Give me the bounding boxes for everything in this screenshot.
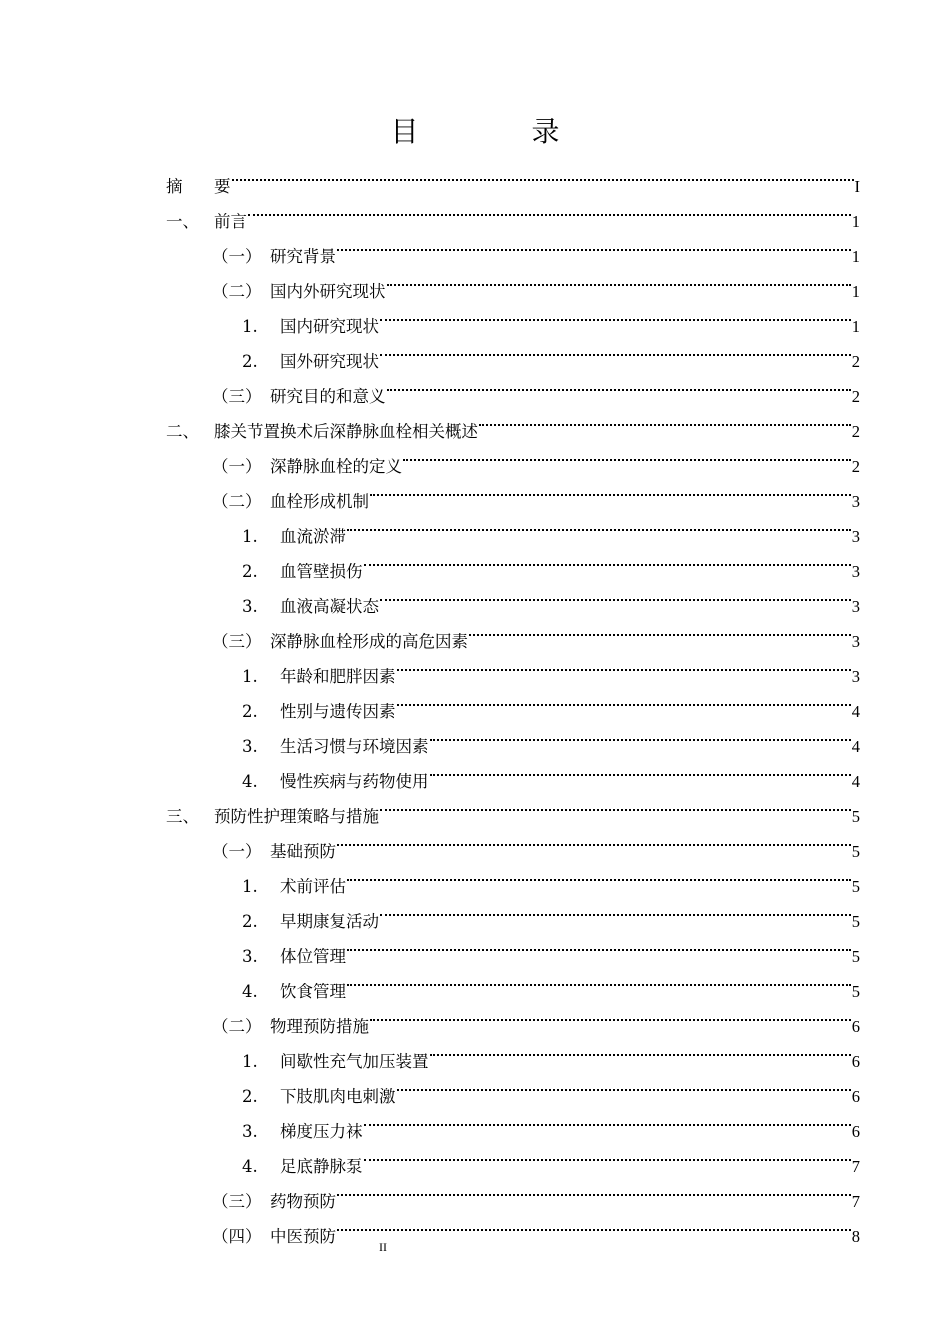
toc-dot-leader: [380, 577, 851, 612]
toc-entry-number: 3.: [242, 1122, 258, 1141]
toc-entry-page: 2: [851, 422, 860, 441]
toc-entry-number: 4.: [242, 772, 258, 791]
toc-entry-title: 研究目的和意义: [270, 387, 386, 406]
toc-entry-title: 足底静脉泵: [280, 1157, 363, 1176]
toc-entry-page: 8: [851, 1227, 860, 1246]
toc-entry-number: （二）: [212, 1017, 262, 1036]
toc-entry-page: 3: [851, 527, 860, 546]
toc-entry-number: 1.: [242, 317, 258, 336]
toc-entry-page: 7: [851, 1157, 860, 1176]
toc-entry-title: 生活习惯与环境因素: [280, 737, 429, 756]
toc-dot-leader: [337, 227, 851, 262]
toc-entry-number: 2.: [242, 562, 258, 581]
toc-dot-leader: [370, 997, 851, 1032]
toc-entry-page: 5: [851, 947, 860, 966]
toc-entry-page: 3: [851, 562, 860, 581]
page-title: 目 录: [390, 115, 612, 148]
toc-dot-leader: [479, 402, 851, 437]
toc-entry-title: 血管壁损伤: [280, 562, 363, 581]
toc-entry-page: 7: [851, 1192, 860, 1211]
toc-entry-number: （一）: [212, 457, 262, 476]
toc-dot-leader: [337, 822, 851, 857]
toc-entry-number: 2.: [242, 702, 258, 721]
toc-entry-title: 中医预防: [270, 1227, 336, 1246]
toc-entry-number: （二）: [212, 282, 262, 301]
toc-entry-number: 1.: [242, 877, 258, 896]
toc-entry-title: 饮食管理: [280, 982, 346, 1001]
toc-entry-title: 预防性护理策略与措施: [214, 807, 379, 826]
toc-dot-leader: [380, 787, 851, 822]
toc-entry-number: （三）: [212, 1192, 262, 1211]
toc-dot-leader: [364, 1102, 851, 1137]
toc-dot-leader: [430, 717, 851, 752]
toc-entry-page: 1: [851, 247, 860, 266]
toc-dot-leader: [397, 682, 851, 717]
toc-entry-title: 深静脉血栓形成的高危因素: [270, 632, 468, 651]
toc-entry-page: 3: [851, 597, 860, 616]
toc-entry[interactable]: [166, 227, 860, 266]
toc-entry-title: 研究背景: [270, 247, 336, 266]
toc-entry-number: 2.: [242, 1087, 258, 1106]
toc-entry-page: 1: [851, 212, 860, 231]
toc-entry-title: 下肢肌肉电刺激: [280, 1087, 396, 1106]
toc-entry-title: 年龄和肥胖因素: [280, 667, 396, 686]
toc-entry-title: 国内研究现状: [280, 317, 379, 336]
toc-entry-number: （一）: [212, 247, 262, 266]
toc-dot-leader: [380, 332, 851, 367]
toc-entry-page: 5: [851, 982, 860, 1001]
toc-entry-title: 血栓形成机制: [270, 492, 369, 511]
toc-entry-page: 1: [851, 282, 860, 301]
toc-entry-number: 三、: [166, 807, 199, 826]
toc-entry-title: 要: [214, 177, 231, 196]
toc-dot-leader: [337, 1172, 851, 1207]
toc-entry-page: 3: [851, 632, 860, 651]
toc-dot-leader: [430, 1032, 851, 1067]
toc-dot-leader: [364, 542, 851, 577]
toc-entry-title: 血流淤滞: [280, 527, 346, 546]
toc-entry-page: 4: [851, 702, 860, 721]
toc-entry-title: 前言: [214, 212, 247, 231]
toc-entry-title: 物理预防措施: [270, 1017, 369, 1036]
toc-dot-leader: [430, 752, 851, 787]
toc-dot-leader: [397, 647, 851, 682]
toc-entry-page: 6: [851, 1052, 860, 1071]
toc-entry-title: 间歇性充气加压装置: [280, 1052, 429, 1071]
toc-entry-number: 2.: [242, 912, 258, 931]
toc-entry-number: 1.: [242, 1052, 258, 1071]
toc-entry[interactable]: [166, 157, 860, 196]
toc-entry-number: （三）: [212, 387, 262, 406]
toc-entry-page: 2: [851, 457, 860, 476]
toc-entry-title: 早期康复活动: [280, 912, 379, 931]
toc-entry-title: 梯度压力袜: [280, 1122, 363, 1141]
toc-entry-number: （三）: [212, 632, 262, 651]
toc-dot-leader: [387, 262, 851, 297]
toc-entry-title: 血液高凝状态: [280, 597, 379, 616]
toc-entry-page: 6: [851, 1017, 860, 1036]
toc-entry-title: 深静脉血栓的定义: [270, 457, 402, 476]
toc-entry-number: 二、: [166, 422, 199, 441]
toc-entry-title: 慢性疾病与药物使用: [280, 772, 429, 791]
toc-dot-leader: [397, 1067, 851, 1102]
toc-entry-number: 1.: [242, 667, 258, 686]
toc-entry-title: 术前评估: [280, 877, 346, 896]
toc-entry-number: （二）: [212, 492, 262, 511]
toc-entry-page: 5: [851, 912, 860, 931]
toc-entry-page: 4: [851, 772, 860, 791]
toc-entry-page: I: [854, 177, 860, 196]
toc-entry-number: 4.: [242, 1157, 258, 1176]
table-of-contents: [166, 157, 860, 1246]
toc-entry-number: 4.: [242, 982, 258, 1001]
toc-dot-leader: [232, 157, 854, 192]
toc-entry-title: 性别与遗传因素: [280, 702, 396, 721]
toc-entry-number: 3.: [242, 597, 258, 616]
toc-entry[interactable]: [166, 192, 860, 231]
toc-dot-leader: [248, 192, 851, 227]
toc-dot-leader: [347, 507, 851, 542]
toc-entry-page: 5: [851, 807, 860, 826]
toc-dot-leader: [380, 297, 851, 332]
toc-entry-page: 6: [851, 1087, 860, 1106]
toc-entry-number: （四）: [212, 1227, 262, 1246]
toc-entry-page: 6: [851, 1122, 860, 1141]
toc-entry-page: 4: [851, 737, 860, 756]
toc-entry-page: 5: [851, 842, 860, 861]
toc-dot-leader: [364, 1137, 851, 1172]
toc-entry-page: 2: [851, 352, 860, 371]
toc-entry-title: 膝关节置换术后深静脉血栓相关概述: [214, 422, 478, 441]
toc-entry-page: 1: [851, 317, 860, 336]
toc-entry-page: 5: [851, 877, 860, 896]
toc-entry-title: 体位管理: [280, 947, 346, 966]
toc-dot-leader: [370, 472, 851, 507]
toc-entry-page: 3: [851, 492, 860, 511]
toc-dot-leader: [403, 437, 851, 472]
footer-page-number: II: [379, 1240, 387, 1254]
toc-entry-title: 国内外研究现状: [270, 282, 386, 301]
toc-entry-number: 一、: [166, 212, 199, 231]
toc-dot-leader: [387, 367, 851, 402]
toc-entry-page: 2: [851, 387, 860, 406]
toc-dot-leader: [347, 857, 851, 892]
toc-entry-title: 国外研究现状: [280, 352, 379, 371]
toc-entry-title: 药物预防: [270, 1192, 336, 1211]
toc-entry-number: 3.: [242, 947, 258, 966]
toc-dot-leader: [469, 612, 851, 647]
toc-entry-title: 基础预防: [270, 842, 336, 861]
toc-entry-page: 3: [851, 667, 860, 686]
toc-entry-number: 摘: [166, 177, 183, 196]
toc-entry-number: （一）: [212, 842, 262, 861]
toc-dot-leader: [337, 1207, 851, 1242]
toc-dot-leader: [380, 892, 851, 927]
toc-entry-number: 2.: [242, 352, 258, 371]
toc-dot-leader: [347, 962, 851, 997]
toc-entry-number: 3.: [242, 737, 258, 756]
toc-dot-leader: [347, 927, 851, 962]
toc-entry-number: 1.: [242, 527, 258, 546]
